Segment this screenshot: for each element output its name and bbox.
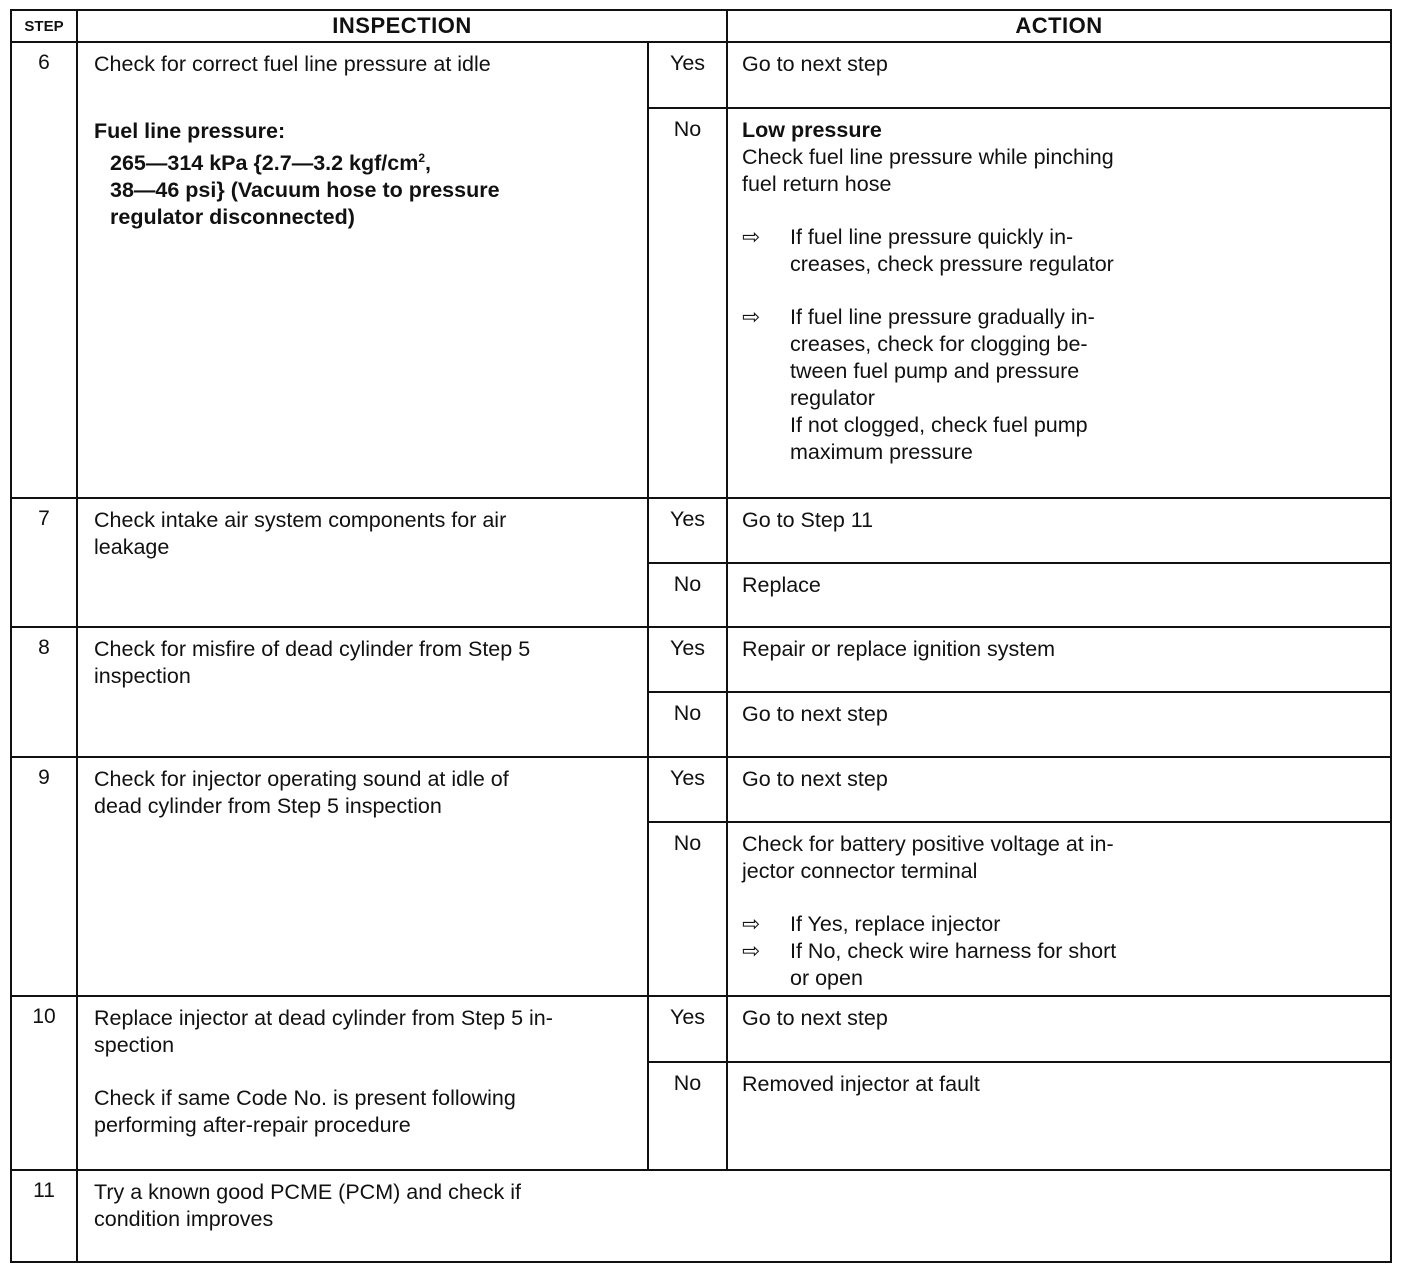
header-row — [11, 10, 1391, 42]
step-7-number: 7 — [11, 498, 77, 627]
step-7-inspection: Check intake air system components for air leakage — [77, 498, 648, 627]
step-6-spec-line2: 38—46 psi} (Vacuum hose to pressure — [110, 178, 500, 203]
step-9-no-label: No — [648, 822, 727, 996]
step-6-spec-title: Fuel line pressure: — [94, 119, 286, 143]
step-7-no-action: Replace — [727, 563, 1391, 627]
arrow-right-icon: ⇨ — [742, 912, 761, 936]
step-6-spec-line3: regulator disconnected) — [110, 205, 355, 230]
step-7-yes-label: Yes — [648, 498, 727, 563]
step-6-yes-label: Yes — [648, 42, 727, 108]
step-6-no-line1: Check fuel line pressure while pinching — [742, 145, 1114, 169]
step-7-yes-action: Go to Step 11 — [727, 498, 1391, 563]
step-6-spec-line1: 265—314 kPa {2.7—3.2 kgf/$cm^2$, — [110, 151, 432, 176]
step-6-inspection-text: Check for correct fuel line pressure at idle — [94, 52, 491, 76]
step-9-no-action: Check for battery positive voltage at in- jector connector terminal ⇨ If Yes, replace injector ⇨ If No, check wire harness for short or open — [727, 822, 1391, 996]
step-10-no-label: No — [648, 1062, 727, 1170]
low-pressure-title: Low pressure — [742, 118, 882, 142]
step-10-number: 10 — [11, 996, 77, 1170]
step-6-no-action — [727, 108, 1391, 498]
step-6-branch-2: ⇨ If fuel line pressure gradually in- creases, check for clogging be- tween fuel pump and pressure regulator If not clogged, check fuel pump maximum pressure — [742, 305, 1095, 464]
step-8-number: 8 — [11, 627, 77, 757]
step-10-no-action: Removed injector at fault — [727, 1062, 1391, 1170]
step-7-yes-row — [11, 498, 1391, 563]
step-9-inspection: Check for injector operating sound at idle of dead cylinder from Step 5 inspection — [77, 757, 648, 996]
step-6-branch-1: ⇨ If fuel line pressure quickly in- creases, check pressure regulator — [742, 225, 1114, 276]
step-9-yes-action: Go to next step — [727, 757, 1391, 822]
step-6-number: 6 — [11, 42, 77, 498]
step-11-number: 11 — [11, 1170, 77, 1262]
step-6-no-label: No — [648, 108, 727, 498]
step-6-no-line2: fuel return hose — [742, 172, 892, 196]
step-9-branch-1: ⇨ If Yes, replace injector — [742, 912, 1001, 936]
step-9-number: 9 — [11, 757, 77, 996]
step-8-no-label: No — [648, 692, 727, 757]
step-10-yes-row — [11, 996, 1391, 1062]
step-8-no-action: Go to next step — [727, 692, 1391, 757]
step-9-branch-2: ⇨ If No, check wire harness for short or open — [742, 939, 1117, 990]
step-8-yes-action: Repair or replace ignition system — [727, 627, 1391, 692]
header-action: ACTION — [727, 10, 1391, 42]
step-8-yes-label: Yes — [648, 627, 727, 692]
step-7-no-label: No — [648, 563, 727, 627]
step-6-yes-row — [11, 42, 1391, 108]
step-9-yes-label: Yes — [648, 757, 727, 822]
step-8-inspection: Check for misfire of dead cylinder from Step 5 inspection — [77, 627, 648, 757]
step-10-inspection: Replace injector at dead cylinder from Step 5 in- spection Check if same Code No. is present following performing after-repair procedure — [77, 996, 648, 1170]
arrow-right-icon: ⇨ — [742, 939, 761, 963]
header-step: STEP — [11, 10, 77, 42]
step-11-inspection: Try a known good PCME (PCM) and check if condition improves — [77, 1170, 1391, 1262]
step-11-row — [11, 1170, 1391, 1262]
step-8-yes-row — [11, 627, 1391, 692]
step-6-inspection — [77, 42, 648, 498]
step-6-yes-action: Go to next step — [727, 42, 1391, 108]
step-9-yes-row — [11, 757, 1391, 822]
header-inspection: INSPECTION — [77, 10, 727, 42]
diagnostic-table — [10, 9, 1392, 1263]
step-10-yes-action: Go to next step — [727, 996, 1391, 1062]
step-10-yes-label: Yes — [648, 996, 727, 1062]
arrow-right-icon: ⇨ — [742, 225, 761, 249]
arrow-right-icon: ⇨ — [742, 305, 761, 329]
